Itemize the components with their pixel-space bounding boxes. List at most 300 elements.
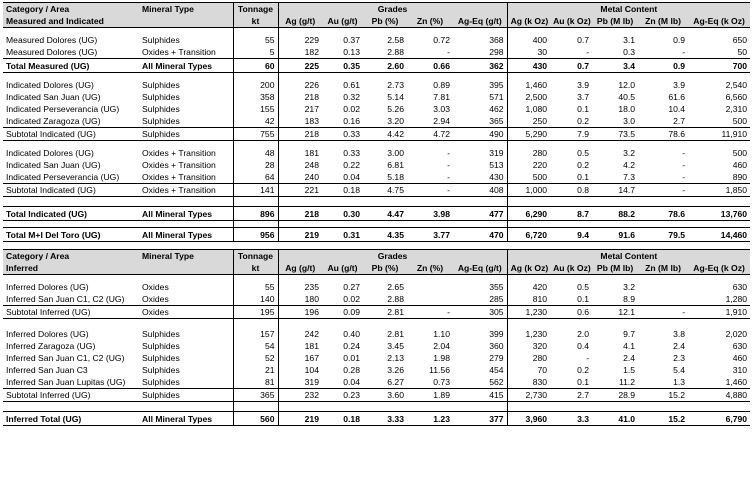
table-row [3, 376, 750, 389]
blank-cell [453, 197, 507, 207]
value-cell: 12.1 [592, 306, 638, 319]
tonnage-cell: 200 [233, 79, 278, 91]
column-header: Zn (M lb) [638, 15, 688, 28]
blank-cell [550, 402, 592, 412]
value-cell: 181 [304, 148, 319, 158]
value-cell: 0.33 [322, 128, 363, 141]
blank-cell [407, 197, 453, 207]
blank-cell [3, 319, 139, 329]
value-cell: 226 [304, 80, 319, 90]
blank-cell [3, 402, 139, 412]
value-cell: 182 [304, 47, 319, 57]
value-cell: 2,310 [725, 104, 748, 114]
table-row [3, 328, 750, 340]
blank-cell [550, 197, 592, 207]
blank-cell [233, 221, 278, 228]
mineral-type-cell: Oxides + Transition [142, 160, 216, 170]
blank-cell [278, 221, 322, 228]
value-cell: 3.4 [592, 59, 638, 73]
mineral-type-cell: Sulphides [142, 35, 180, 45]
value-cell: 79.5 [638, 228, 688, 242]
value-cell: 0.3 [623, 47, 636, 57]
value-cell: 229 [304, 35, 319, 45]
value-cell: 0.1 [577, 294, 590, 304]
table-row [3, 293, 750, 306]
value-cell: 0.09 [322, 306, 363, 319]
value-cell: 235 [304, 282, 319, 292]
value-cell: 196 [278, 306, 322, 319]
value-cell: 500 [532, 172, 548, 182]
mineral-type-cell: Sulphides [142, 92, 180, 102]
value-cell: 3.45 [387, 341, 404, 351]
column-header: Au (k Oz) [550, 262, 592, 275]
blank-cell [363, 197, 407, 207]
category-cell: Indicated Perseverancia (UG) [6, 172, 120, 182]
blank-cell [507, 402, 550, 412]
blank-cell [592, 402, 638, 412]
value-cell: 14,460 [688, 228, 750, 242]
value-cell: 3.20 [387, 116, 404, 126]
category-cell: Inferred Dolores (UG) [6, 282, 89, 292]
value-cell: 3.98 [407, 207, 453, 221]
value-cell: 218 [304, 92, 319, 102]
blank-cell [592, 197, 638, 207]
value-cell: 3.1 [623, 35, 636, 45]
table-row [3, 281, 750, 293]
blank-cell [322, 319, 363, 329]
value-cell: 250 [532, 116, 548, 126]
value-cell: 3.9 [673, 80, 686, 90]
blank-cell [278, 402, 322, 412]
category-cell: Indicated San Juan (UG) [6, 92, 101, 102]
value-cell: 280 [532, 148, 548, 158]
value-cell: 0.32 [343, 92, 360, 102]
value-cell: 15.2 [638, 389, 688, 402]
value-cell: 220 [532, 160, 548, 170]
value-cell: 0.61 [343, 80, 360, 90]
column-header: Zn (%) [407, 262, 453, 275]
category-cell: Indicated Dolores (UG) [6, 148, 94, 158]
blank-cell [507, 221, 550, 228]
blank-cell [407, 402, 453, 412]
value-cell: 3.7 [577, 92, 590, 102]
value-cell: 0.40 [343, 329, 360, 339]
value-cell: 0.04 [343, 377, 360, 387]
mineral-type-cell: Sulphides [142, 365, 180, 375]
value-cell: 408 [453, 184, 507, 197]
value-cell: 7.3 [623, 172, 636, 182]
value-cell: 460 [732, 353, 748, 363]
value-cell: 13,760 [688, 207, 750, 221]
value-cell: 0.4 [577, 341, 590, 351]
value-cell: - [682, 172, 686, 182]
value-cell: 242 [304, 329, 319, 339]
column-header: Pb (M lb) [592, 15, 638, 28]
value-cell: 0.27 [343, 282, 360, 292]
blank-cell [407, 221, 453, 228]
value-cell: 3.00 [387, 148, 404, 158]
mineral-type-cell: Oxides [139, 306, 233, 319]
category-cell: Subtotal Indicated (UG) [3, 184, 139, 197]
blank-cell [322, 402, 363, 412]
table-row [3, 115, 750, 128]
value-cell: 1.23 [407, 412, 453, 426]
value-cell: 1.10 [433, 329, 450, 339]
value-cell: 810 [532, 294, 548, 304]
value-cell: 500 [732, 116, 748, 126]
mineral-type-cell: All Mineral Types [139, 228, 233, 242]
tonnage-cell: 157 [233, 328, 278, 340]
value-cell: 5.26 [387, 104, 404, 114]
value-cell: 1,000 [507, 184, 550, 197]
table-row [3, 91, 750, 103]
category-cell: Indicated Zaragoza (UG) [6, 116, 101, 126]
tonnage-cell: 64 [233, 171, 278, 184]
tonnage-cell: 560 [233, 412, 278, 426]
value-cell: 700 [688, 59, 750, 73]
blank-cell [363, 319, 407, 329]
tonnage-cell: 358 [233, 91, 278, 103]
value-cell: 3.9 [577, 80, 590, 90]
value-cell: 4.1 [623, 341, 636, 351]
mineral-type-cell: Sulphides [142, 329, 180, 339]
value-cell: 513 [453, 159, 507, 171]
tonnage-cell: 755 [233, 128, 278, 141]
blank-cell [688, 319, 750, 329]
value-cell: 319 [453, 147, 507, 159]
value-cell: 0.1 [577, 172, 590, 182]
value-cell: 248 [304, 160, 319, 170]
table-row [3, 171, 750, 184]
value-cell: 830 [532, 377, 548, 387]
tonnage-cell: 52 [233, 352, 278, 364]
value-cell: 3.0 [623, 116, 636, 126]
blank-cell [322, 221, 363, 228]
table-row [3, 352, 750, 364]
category-cell: Subtotal Inferred (UG) [3, 306, 139, 319]
mineral-type-cell: Oxides + Transition [142, 148, 216, 158]
mineral-type-cell: Sulphides [142, 377, 180, 387]
value-cell: 562 [453, 376, 507, 389]
tonnage-cell: 55 [233, 34, 278, 46]
metal-content-header: Metal Content [507, 250, 750, 263]
value-cell: 2.04 [433, 341, 450, 351]
value-cell: 454 [453, 364, 507, 376]
column-header: Ag-Eq (g/t) [453, 15, 507, 28]
mineral-type-cell: Sulphides [142, 104, 180, 114]
value-cell: 2.4 [673, 341, 686, 351]
blank-cell [139, 221, 233, 228]
value-cell: 470 [453, 228, 507, 242]
value-cell: 2.13 [387, 353, 404, 363]
value-cell: 3.2 [623, 282, 636, 292]
mineral-type-cell: Oxides + Transition [139, 184, 233, 197]
value-cell: 7.9 [550, 128, 592, 141]
value-cell: 2.65 [387, 282, 404, 292]
value-cell: - [447, 160, 450, 170]
blank-cell [139, 15, 233, 28]
value-cell: 232 [278, 389, 322, 402]
grades-header: Grades [278, 3, 507, 16]
value-cell: 1,460 [725, 377, 748, 387]
value-cell: 240 [304, 172, 319, 182]
inferred-table [3, 249, 750, 426]
metal-content-header: Metal Content [507, 3, 750, 16]
value-cell: 3.60 [363, 389, 407, 402]
table-row [3, 389, 750, 402]
category-cell: Indicated Dolores (UG) [6, 80, 94, 90]
value-cell: - [407, 306, 453, 319]
value-cell: 2.88 [387, 294, 404, 304]
value-cell: 360 [453, 340, 507, 352]
column-header: Zn (M lb) [638, 262, 688, 275]
mineral-type-cell: Oxides + Transition [142, 47, 216, 57]
value-cell: 1,080 [525, 104, 548, 114]
value-cell: 0.1 [577, 104, 590, 114]
value-cell: - [447, 148, 450, 158]
value-cell: 285 [453, 293, 507, 306]
column-header: Au (k Oz) [550, 15, 592, 28]
value-cell: 1.5 [623, 365, 636, 375]
value-cell: 180 [304, 294, 319, 304]
value-cell: 298 [453, 46, 507, 59]
column-header: Zn (%) [407, 15, 453, 28]
tonnage-cell: 195 [233, 306, 278, 319]
value-cell: 0.23 [322, 389, 363, 402]
category-cell: Measured Dolores (UG) [6, 47, 98, 57]
blank-cell [453, 319, 507, 329]
category-cell: Total Indicated (UG) [3, 207, 139, 221]
tonnage-unit: kt [233, 15, 278, 28]
column-header: Ag-Eq (g/t) [453, 262, 507, 275]
value-cell: 40.5 [618, 92, 636, 102]
value-cell: 3,960 [507, 412, 550, 426]
value-cell: 310 [732, 365, 748, 375]
table-row [3, 340, 750, 352]
mineral-type-cell: Oxides [142, 294, 169, 304]
value-cell: 7.81 [433, 92, 450, 102]
section-title: Inferred [3, 262, 139, 275]
value-cell [638, 293, 688, 306]
value-cell: 5,290 [507, 128, 550, 141]
table-row [3, 46, 750, 59]
tonnage-cell: 55 [233, 281, 278, 293]
blank-cell [233, 319, 278, 329]
value-cell: 183 [304, 116, 319, 126]
blank-cell [550, 319, 592, 329]
value-cell: 415 [453, 389, 507, 402]
table-row [3, 59, 750, 73]
value-cell: 2.81 [387, 329, 404, 339]
mineral-type-cell: Sulphides [142, 80, 180, 90]
column-header: Au (g/t) [322, 262, 363, 275]
column-header: Ag-Eq (k Oz) [688, 15, 750, 28]
value-cell: 6,560 [725, 92, 748, 102]
value-cell: 61.6 [668, 92, 686, 102]
category-cell: Indicated Perseverancia (UG) [6, 104, 120, 114]
value-cell: 2.0 [577, 329, 590, 339]
value-cell: 2.60 [363, 59, 407, 73]
column-header: Ag (g/t) [278, 262, 322, 275]
value-cell: 50 [737, 47, 748, 57]
value-cell: 6,720 [507, 228, 550, 242]
column-header: Ag (k Oz) [507, 15, 550, 28]
value-cell [407, 281, 453, 293]
header-row [3, 15, 750, 28]
value-cell: 0.1 [577, 377, 590, 387]
value-cell: 2.7 [550, 389, 592, 402]
value-cell: 11,910 [688, 128, 750, 141]
column-header: Pb (M lb) [592, 262, 638, 275]
blank-cell [453, 221, 507, 228]
value-cell: 2.4 [623, 353, 636, 363]
value-cell: 0.28 [343, 365, 360, 375]
value-cell: 2.58 [387, 35, 404, 45]
header-row [3, 262, 750, 275]
value-cell: 3.26 [387, 365, 404, 375]
value-cell: 4,880 [688, 389, 750, 402]
value-cell: 0.5 [577, 148, 590, 158]
table-row [3, 79, 750, 91]
value-cell: 0.66 [407, 59, 453, 73]
value-cell: 9.4 [550, 228, 592, 242]
category-cell: Inferred San Juan Lupitas (UG) [6, 377, 126, 387]
tonnage-cell: 896 [233, 207, 278, 221]
value-cell: 4.2 [623, 160, 636, 170]
value-cell: 4.75 [363, 184, 407, 197]
grades-header: Grades [278, 250, 507, 263]
value-cell: 1,850 [688, 184, 750, 197]
value-cell: 890 [732, 172, 748, 182]
column-header: Pb (%) [363, 15, 407, 28]
value-cell: 0.5 [577, 282, 590, 292]
value-cell: 91.6 [592, 228, 638, 242]
value-cell: 2,500 [525, 92, 548, 102]
value-cell: 11.2 [618, 377, 636, 387]
category-cell: Inferred Dolores (UG) [6, 329, 89, 339]
blank-cell [638, 402, 688, 412]
value-cell: 320 [532, 341, 548, 351]
tonnage-cell: 956 [233, 228, 278, 242]
table-row [3, 412, 750, 426]
value-cell: 0.72 [433, 35, 450, 45]
value-cell: 0.13 [343, 47, 360, 57]
header-row [3, 250, 750, 263]
value-cell: 395 [453, 79, 507, 91]
value-cell: 0.89 [433, 80, 450, 90]
value-cell: 0.31 [322, 228, 363, 242]
value-cell: 630 [732, 341, 748, 351]
value-cell: 70 [537, 365, 548, 375]
value-cell: 1.89 [407, 389, 453, 402]
value-cell: 9.7 [623, 329, 636, 339]
value-cell: 0.73 [433, 377, 450, 387]
value-cell: 1,910 [688, 306, 750, 319]
table-row [3, 228, 750, 242]
value-cell: 6.81 [387, 160, 404, 170]
measured-indicated-table [3, 2, 750, 242]
blank-cell [638, 221, 688, 228]
value-cell: 218 [278, 128, 322, 141]
value-cell: 218 [278, 207, 322, 221]
value-cell: - [638, 306, 688, 319]
column-header: Ag (k Oz) [507, 262, 550, 275]
value-cell: 3.03 [433, 104, 450, 114]
blank-cell [233, 197, 278, 207]
value-cell: 2,540 [725, 80, 748, 90]
value-cell: 5.14 [387, 92, 404, 102]
value-cell: 0.30 [322, 207, 363, 221]
category-cell: Inferred San Juan C1, C2 (UG) [6, 353, 125, 363]
tonnage-cell: 5 [233, 46, 278, 59]
table-row [3, 103, 750, 115]
value-cell: 4.35 [363, 228, 407, 242]
value-cell: 181 [304, 341, 319, 351]
blank-cell [688, 197, 750, 207]
value-cell: 365 [453, 115, 507, 128]
value-cell: 2.3 [673, 353, 686, 363]
tonnage-unit: kt [233, 262, 278, 275]
blank-cell [407, 319, 453, 329]
tonnage-cell: 140 [233, 293, 278, 306]
value-cell: 4.47 [363, 207, 407, 221]
value-cell: 305 [453, 306, 507, 319]
category-cell: Inferred Total (UG) [3, 412, 139, 426]
value-cell: 0.35 [322, 59, 363, 73]
value-cell: 279 [453, 352, 507, 364]
tonnage-cell: 42 [233, 115, 278, 128]
value-cell: 0.2 [577, 365, 590, 375]
table-row [3, 306, 750, 319]
value-cell: 0.2 [577, 116, 590, 126]
tonnage-header: Tonnage [233, 250, 278, 263]
value-cell: 650 [732, 35, 748, 45]
value-cell: 10.4 [668, 104, 686, 114]
value-cell [638, 281, 688, 293]
spacer-row [3, 221, 750, 228]
value-cell: 41.0 [592, 412, 638, 426]
value-cell: 221 [278, 184, 322, 197]
value-cell: 2.73 [387, 80, 404, 90]
value-cell: 0.7 [550, 59, 592, 73]
blank-cell [278, 319, 322, 329]
blank-cell [363, 402, 407, 412]
tonnage-cell: 60 [233, 59, 278, 73]
mineral-type-cell: Sulphides [139, 389, 233, 402]
column-header: Pb (%) [363, 262, 407, 275]
value-cell: 0.37 [343, 35, 360, 45]
category-cell: Subtotal Inferred (UG) [3, 389, 139, 402]
category-cell: Total M+I Del Toro (UG) [3, 228, 139, 242]
value-cell: 6.27 [387, 377, 404, 387]
value-cell: 400 [532, 35, 548, 45]
value-cell: - [586, 47, 590, 57]
blank-cell [507, 319, 550, 329]
value-cell: 219 [278, 412, 322, 426]
value-cell: 0.7 [577, 35, 590, 45]
value-cell: 88.2 [592, 207, 638, 221]
tonnage-cell: 28 [233, 159, 278, 171]
value-cell: 500 [732, 148, 748, 158]
value-cell: 0.33 [343, 148, 360, 158]
mineral-type-cell: Sulphides [142, 116, 180, 126]
value-cell: 1,280 [725, 294, 748, 304]
blank-cell [688, 402, 750, 412]
value-cell: 6,790 [688, 412, 750, 426]
value-cell: 0.04 [343, 172, 360, 182]
value-cell: 0.9 [673, 35, 686, 45]
blank-cell [638, 319, 688, 329]
